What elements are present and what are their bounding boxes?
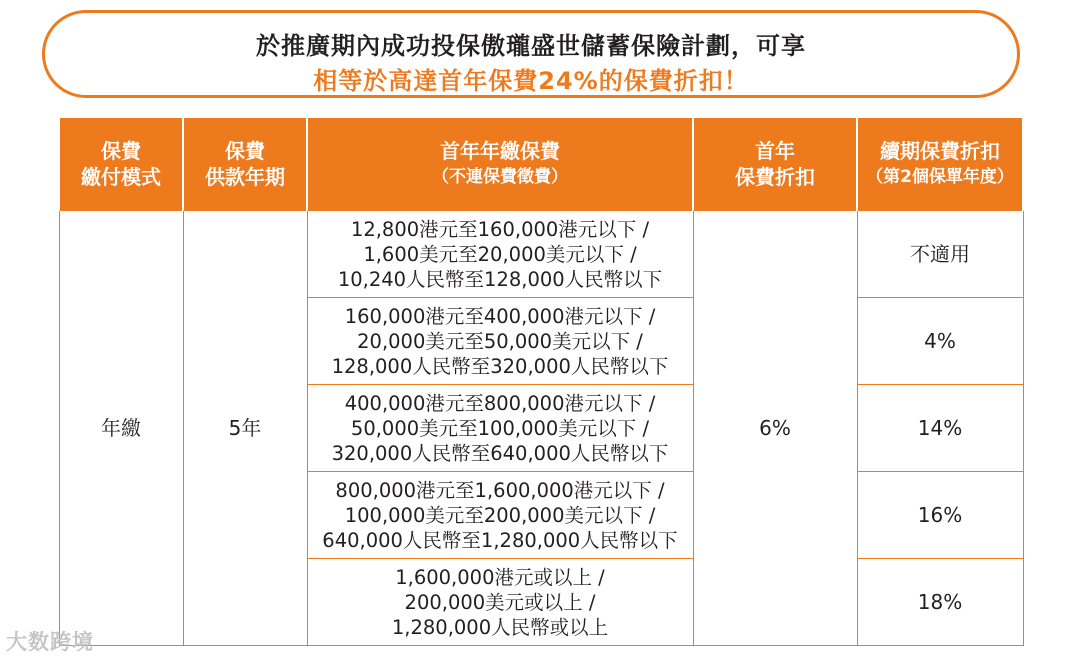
header-text: 首年 [755, 139, 795, 163]
range-hkd: 160,000港元至400,000港元以下 / [344, 304, 656, 328]
range-rmb: 10,240人民幣至128,000人民幣以下 [337, 267, 663, 291]
watermark: 大数跨境 [6, 630, 94, 654]
banner-line-1: 於推廣期內成功投保傲瓏盛世儲蓄保險計劃，可享 [256, 32, 806, 60]
renewal-discount-cell: 16% [857, 472, 1023, 559]
range-rmb: 320,000人民幣至640,000人民幣以下 [331, 441, 669, 465]
header-subtext: （第2個保單年度） [866, 167, 1014, 187]
range-usd: 100,000美元至200,000美元以下 / [344, 503, 656, 527]
header-payment-term [183, 118, 307, 211]
renewal-discount-cell: 不適用 [857, 211, 1023, 298]
range-hkd: 12,800港元至160,000港元以下 / [350, 217, 650, 241]
payment-term-cell: 5年 [183, 211, 307, 646]
range-rmb: 1,280,000人民幣或以上 [391, 615, 609, 639]
range-hkd: 1,600,000港元或以上 / [395, 565, 605, 589]
header-subtext: （不連保費徵費） [432, 167, 568, 187]
header-text: 續期保費折扣 [880, 139, 1000, 163]
header-first-year-premium [307, 118, 693, 211]
discount-table [58, 118, 1024, 646]
premium-range-cell [307, 559, 693, 646]
premium-range-cell [307, 211, 693, 298]
range-usd: 1,600美元至20,000美元以下 / [363, 242, 637, 266]
table-row [59, 211, 1023, 298]
renewal-discount-cell: 14% [857, 385, 1023, 472]
range-usd: 50,000美元至100,000美元以下 / [350, 416, 650, 440]
banner-line-2: 相等於高達首年保費24%的保費折扣！ [313, 67, 749, 95]
header-text: 保費折扣 [735, 165, 815, 189]
first-year-discount-cell: 6% [693, 211, 857, 646]
header-payment-mode [59, 118, 183, 211]
range-hkd: 400,000港元至800,000港元以下 / [344, 391, 656, 415]
range-rmb: 640,000人民幣至1,280,000人民幣以下 [322, 528, 678, 552]
range-rmb: 128,000人民幣至320,000人民幣以下 [331, 354, 669, 378]
range-hkd: 800,000港元至1,600,000港元以下 / [335, 478, 665, 502]
header-text: 保費 [101, 139, 141, 163]
premium-range-cell [307, 472, 693, 559]
renewal-discount-cell: 4% [857, 298, 1023, 385]
header-renewal-discount [857, 118, 1023, 211]
range-usd: 20,000美元至50,000美元以下 / [357, 329, 643, 353]
table-header-row [59, 118, 1023, 211]
header-text: 首年年繳保費 [440, 139, 560, 163]
premium-range-cell [307, 298, 693, 385]
range-usd: 200,000美元或以上 / [404, 590, 596, 614]
renewal-discount-cell: 18% [857, 559, 1023, 646]
payment-mode-cell: 年繳 [59, 211, 183, 646]
premium-range-cell [307, 385, 693, 472]
header-text: 供款年期 [205, 165, 285, 189]
promo-banner [42, 10, 1020, 98]
header-first-year-discount [693, 118, 857, 211]
header-text: 繳付模式 [81, 165, 161, 189]
header-text: 保費 [225, 139, 265, 163]
